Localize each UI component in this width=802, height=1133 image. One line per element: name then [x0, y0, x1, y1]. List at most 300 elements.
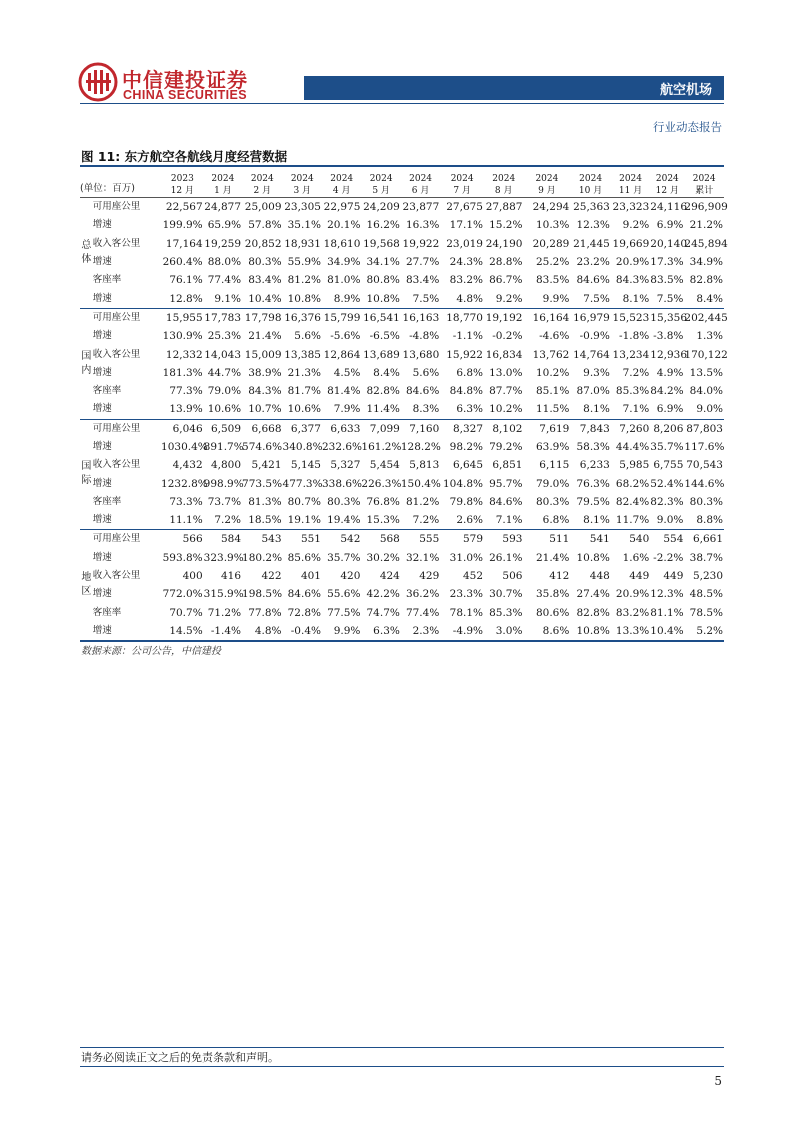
- table-cell: 7.1%: [622, 403, 650, 416]
- header-divider: [80, 103, 724, 104]
- table-cell: 772.0%: [162, 588, 203, 601]
- table-row: [80, 493, 724, 511]
- table-cell: 30.7%: [489, 588, 523, 601]
- table-cell: 21,445: [573, 237, 610, 250]
- table-cell: 452: [462, 570, 483, 583]
- column-header-period: 3 月: [293, 186, 312, 196]
- table-cell: 20.9%: [615, 256, 650, 269]
- table-cell: -4.8%: [409, 330, 440, 343]
- table-cell: 7.9%: [333, 403, 361, 416]
- column-header-year: 2024: [492, 174, 516, 184]
- column-header: [440, 167, 484, 198]
- table-cell: 76.3%: [576, 477, 610, 490]
- row-label: 增速: [92, 588, 112, 600]
- row-label: 增速: [92, 403, 112, 415]
- table-cell: 8.1%: [583, 514, 610, 527]
- table-cell: 11.7%: [615, 514, 650, 527]
- table-cell: 14,764: [573, 348, 610, 361]
- table-cell: 55.9%: [287, 256, 321, 269]
- table-cell: 14,043: [204, 348, 242, 361]
- table-cell: 21.4%: [535, 551, 570, 564]
- table-cell: 7,260: [611, 419, 650, 438]
- table-row: [80, 327, 724, 345]
- table-cell: 83.4%: [405, 274, 440, 287]
- section-group-label: 地区: [80, 530, 93, 640]
- table-cell: 998.9%: [203, 477, 244, 490]
- table-cell: 25.2%: [535, 256, 570, 269]
- table-cell: 35.1%: [287, 219, 321, 232]
- table-cell: 24,116: [650, 201, 688, 214]
- table-cell: 5,145: [290, 459, 321, 472]
- table-cell: 17.3%: [650, 256, 684, 269]
- table-cell: 8.8%: [696, 514, 723, 527]
- table-cell: 584: [204, 530, 242, 549]
- table-cell: 5.6%: [294, 330, 321, 343]
- table-cell: 83.5%: [650, 274, 684, 287]
- table-cell: 85.1%: [535, 385, 570, 398]
- table-cell: 34.9%: [327, 256, 361, 269]
- table-cell: 24,877: [204, 201, 242, 214]
- table-row: [80, 511, 724, 530]
- row-label: 增速: [92, 256, 112, 268]
- table-cell: 8.1%: [622, 292, 650, 305]
- table-cell: 4,800: [210, 459, 242, 472]
- table-cell: 541: [570, 530, 611, 549]
- table-cell: 84.3%: [248, 385, 282, 398]
- table-cell: 76.8%: [366, 495, 400, 508]
- table-cell: 18,610: [323, 237, 361, 250]
- table-cell: 81.2%: [287, 274, 321, 287]
- table-cell: 540: [611, 530, 650, 549]
- table-cell: -3.8%: [653, 330, 684, 343]
- table-cell: 11.1%: [169, 514, 203, 527]
- table-cell: 170,122: [684, 348, 728, 361]
- table-cell: 17.1%: [449, 219, 483, 232]
- row-label: 收入客公里: [92, 348, 141, 360]
- table-cell: 8,327: [440, 419, 484, 438]
- row-label: 收入客公里: [92, 459, 141, 471]
- table-cell: 82.8%: [366, 385, 400, 398]
- table-cell: 83.5%: [535, 274, 570, 287]
- table-cell: 98.2%: [449, 441, 483, 453]
- row-label: 可用座公里: [93, 419, 161, 438]
- table-cell: 84.6%: [576, 274, 610, 287]
- table-cell: 19.4%: [327, 514, 361, 527]
- table-row: [80, 364, 724, 382]
- column-header-period: 1 月: [214, 186, 232, 196]
- table-cell: 74.7%: [366, 606, 400, 619]
- table-cell: 19.1%: [287, 514, 321, 527]
- table-cell: 10.8%: [576, 624, 610, 637]
- table-cell: 83.4%: [248, 274, 282, 287]
- table-cell: 16,164: [523, 308, 570, 327]
- table-row: [80, 549, 724, 567]
- table-cell: 12.3%: [650, 588, 684, 601]
- table-cell: 506: [502, 570, 523, 583]
- table-cell: 80.3%: [535, 495, 570, 508]
- table-cell: 84.6%: [287, 588, 321, 601]
- table-cell: 21.2%: [689, 219, 723, 232]
- table-cell: 71.2%: [207, 606, 242, 619]
- table-cell: 8.3%: [412, 403, 440, 416]
- table-cell: 81.4%: [327, 385, 361, 398]
- table-cell: 73.3%: [169, 495, 203, 508]
- column-header: [401, 167, 440, 198]
- table-cell: 11.4%: [366, 403, 400, 416]
- table-cell: -5.6%: [330, 330, 361, 343]
- table-cell: 17,798: [242, 308, 283, 327]
- table-cell: 17,783: [204, 308, 242, 327]
- table-cell: 16,979: [570, 308, 611, 327]
- table-cell: 448: [589, 570, 610, 583]
- table-cell: 13.5%: [689, 366, 723, 379]
- table-cell: 24,190: [485, 237, 523, 250]
- column-header-year: 2024: [409, 174, 433, 184]
- column-header-year: 2024: [330, 174, 354, 184]
- table-cell: 7.2%: [622, 366, 650, 379]
- table-cell: 79.2%: [489, 441, 523, 453]
- table-cell: 55.6%: [327, 588, 361, 601]
- table-cell: 13,234: [612, 348, 650, 361]
- table-cell: 57.8%: [248, 219, 282, 232]
- row-label: 增速: [92, 330, 112, 342]
- table-cell: 79.8%: [449, 495, 483, 508]
- table-cell: 338.6%: [321, 477, 363, 490]
- table-cell: 22,975: [323, 201, 361, 214]
- column-header: [283, 167, 322, 198]
- table-cell: 9.9%: [542, 292, 570, 305]
- row-label: 收入客公里: [92, 237, 141, 249]
- table-cell: 95.7%: [489, 477, 523, 490]
- table-cell: 87,803: [684, 419, 724, 438]
- table-cell: 21.4%: [248, 330, 282, 343]
- table-cell: 477.3%: [282, 477, 323, 490]
- column-header-year: 2024: [211, 174, 235, 184]
- table-cell: 77.4%: [207, 274, 242, 287]
- table-cell: 4.8%: [254, 624, 282, 637]
- table-cell: 5,230: [692, 570, 723, 583]
- table-cell: 13,385: [284, 348, 321, 361]
- table-cell: -4.9%: [452, 624, 483, 637]
- table-cell: 80.3%: [327, 495, 361, 508]
- table-cell: 24.3%: [449, 256, 483, 269]
- table-row: [80, 585, 724, 603]
- table-cell: 7,843: [570, 419, 611, 438]
- table-cell: 18,770: [440, 308, 484, 327]
- table-cell: 38.7%: [689, 551, 723, 564]
- table-cell: 24,209: [363, 201, 400, 214]
- table-cell: 16,541: [361, 308, 400, 327]
- table-cell: 566: [161, 530, 204, 549]
- table-cell: 84.2%: [650, 385, 684, 398]
- table-cell: 19,192: [484, 308, 523, 327]
- row-label: 增速: [92, 292, 112, 304]
- table-cell: -1.8%: [619, 330, 650, 343]
- table-cell: 81.7%: [287, 385, 321, 398]
- table-cell: 232.6%: [321, 441, 363, 453]
- table-cell: 9.2%: [495, 292, 523, 305]
- table-cell: 80.6%: [535, 606, 570, 619]
- column-header: [161, 167, 204, 198]
- table-cell: 30.2%: [366, 551, 400, 564]
- row-label: 增速: [92, 366, 112, 378]
- table-cell: 44.4%: [615, 441, 650, 453]
- table-row: [80, 567, 724, 585]
- table-cell: 260.4%: [162, 256, 203, 269]
- table-cell: 84.6%: [489, 495, 523, 508]
- table-cell: 88.0%: [207, 256, 242, 269]
- table-cell: 20,140: [650, 237, 688, 250]
- table-cell: 84.0%: [689, 385, 723, 398]
- table-cell: 1232.8%: [161, 477, 208, 490]
- row-label: 收入客公里: [92, 570, 141, 582]
- row-label: 客座率: [92, 385, 122, 397]
- table-cell: 9.2%: [622, 219, 650, 232]
- table-cell: 4.8%: [456, 292, 483, 305]
- table-row: [80, 622, 724, 640]
- table-cell: 891.7%: [203, 441, 244, 453]
- table-row: [80, 400, 724, 419]
- table-cell: 10.6%: [287, 403, 321, 416]
- table-cell: 70,543: [686, 459, 723, 472]
- column-header-period: 累计: [695, 186, 714, 196]
- table-cell: -1.1%: [452, 330, 483, 343]
- table-row: [80, 382, 724, 400]
- table-cell: 10.2%: [535, 366, 570, 379]
- table-cell: 511: [523, 530, 570, 549]
- table-cell: 73.7%: [207, 495, 242, 508]
- table-row: [80, 530, 724, 549]
- table-cell: 6,115: [539, 459, 570, 472]
- table-cell: 18.5%: [248, 514, 282, 527]
- table-cell: 83.2%: [615, 606, 650, 619]
- table-cell: 12.8%: [169, 292, 203, 305]
- table-row: [80, 604, 724, 622]
- column-header-year: 2024: [290, 174, 314, 184]
- table-cell: 13,689: [363, 348, 400, 361]
- table-cell: 4.5%: [333, 366, 361, 379]
- table-cell: 85.6%: [287, 551, 321, 564]
- company-logo: [78, 62, 253, 104]
- table-cell: 27.7%: [405, 256, 440, 269]
- table-cell: -0.9%: [579, 330, 610, 343]
- table-cell: 7.1%: [495, 514, 523, 527]
- table-cell: 10.6%: [207, 403, 242, 416]
- table-cell: 14.5%: [169, 624, 203, 637]
- table-cell: 296,909: [684, 201, 728, 214]
- table-cell: 13,680: [402, 348, 440, 361]
- table-cell: 245,894: [684, 237, 728, 250]
- row-label: 增速: [92, 441, 112, 452]
- table-cell: 7,619: [523, 419, 570, 438]
- table-cell: 22,567: [165, 201, 203, 214]
- column-header-period: 9 月: [538, 186, 556, 196]
- table-cell: 77.8%: [248, 606, 282, 619]
- table-cell: 80.8%: [366, 274, 400, 287]
- table-row: [80, 345, 724, 363]
- section-group-label: 国际: [80, 419, 93, 530]
- column-header: [684, 167, 724, 198]
- table-cell: 82.8%: [576, 606, 610, 619]
- table-cell: 78.5%: [689, 606, 723, 619]
- table-cell: 181.3%: [162, 366, 203, 379]
- table-cell: 10.8%: [287, 292, 321, 305]
- table-cell: 555: [401, 530, 440, 549]
- table-cell: 12.3%: [576, 219, 610, 232]
- table-cell: 8.9%: [333, 292, 361, 305]
- table-cell: 6,046: [161, 419, 204, 438]
- table-cell: 226.3%: [361, 477, 402, 490]
- table-cell: 551: [283, 530, 322, 549]
- section-title: 航空机场: [659, 83, 712, 98]
- table-cell: 574.6%: [242, 441, 283, 453]
- table-cell: 9.0%: [656, 514, 684, 527]
- table-cell: 13.0%: [489, 366, 523, 379]
- table-cell: 13.3%: [615, 624, 650, 637]
- column-header: [242, 167, 283, 198]
- section-header-bar: [304, 76, 724, 100]
- table-cell: 72.8%: [287, 606, 321, 619]
- table-cell: 8,206: [650, 419, 684, 438]
- table-cell: 19,922: [402, 237, 440, 250]
- table-cell: 5,985: [619, 459, 650, 472]
- row-label: 客座率: [92, 606, 122, 618]
- table-cell: 773.5%: [242, 477, 283, 490]
- row-label: 增速: [92, 624, 112, 636]
- table-cell: 27,675: [446, 201, 483, 214]
- column-header: [611, 167, 650, 198]
- section-group-label: 国内: [80, 308, 93, 419]
- section-group-label: 总体: [81, 239, 92, 265]
- table-cell: -0.4%: [290, 624, 321, 637]
- table-cell: 128.2%: [400, 441, 441, 453]
- table-cell: 77.4%: [405, 606, 440, 619]
- table-cell: 449: [663, 570, 684, 583]
- table-cell: 10.7%: [248, 403, 282, 416]
- table-cell: 198.5%: [242, 588, 283, 601]
- table-cell: 8,102: [484, 419, 523, 438]
- table-cell: 48.5%: [689, 588, 723, 601]
- table-cell: -2.2%: [653, 551, 684, 564]
- table-cell: 34.1%: [366, 256, 400, 269]
- row-label: 可用座公里: [93, 308, 161, 327]
- table-cell: 13,762: [532, 348, 570, 361]
- table-cell: 44.7%: [207, 366, 242, 379]
- table-cell: 7,160: [401, 419, 440, 438]
- table-cell: 2.3%: [412, 624, 440, 637]
- table-cell: 15.3%: [366, 514, 400, 527]
- table-cell: 6,233: [579, 459, 610, 472]
- table-cell: 7.5%: [656, 292, 684, 305]
- table-cell: 18,931: [284, 237, 321, 250]
- column-header-year: 2024: [579, 174, 603, 184]
- table-cell: 68.2%: [615, 477, 650, 490]
- table-cell: 6,755: [653, 459, 684, 472]
- table-cell: 81.0%: [327, 274, 361, 287]
- table-cell: 7,099: [361, 419, 400, 438]
- disclaimer-text: 请务必阅读正文之后的免责条款和声明。: [81, 1051, 279, 1064]
- table-cell: 23,305: [284, 201, 321, 214]
- column-header-year: 2024: [655, 174, 679, 184]
- column-header-year: 2024: [369, 174, 393, 184]
- table-cell: 15,009: [244, 348, 282, 361]
- table-cell: 12,936: [650, 348, 688, 361]
- column-header-period: 2 月: [253, 186, 272, 196]
- table-cell: 78.1%: [449, 606, 483, 619]
- row-label: 客座率: [92, 274, 122, 286]
- footer-bottom-rule: [80, 1066, 724, 1067]
- column-header: [570, 167, 611, 198]
- table-cell: 2.6%: [456, 514, 483, 527]
- table-cell: 10.3%: [535, 219, 570, 232]
- table-cell: 6.9%: [656, 219, 684, 232]
- table-cell: 15,955: [161, 308, 204, 327]
- table-cell: 80.3%: [689, 495, 723, 508]
- table-cell: 27,887: [485, 201, 523, 214]
- table-row: [80, 474, 724, 492]
- column-header-period: 5 月: [372, 186, 390, 196]
- table-cell: 6,377: [283, 419, 322, 438]
- table-cell: 21.3%: [287, 366, 321, 379]
- column-header-period: 11 月: [618, 186, 643, 196]
- table-cell: -6.5%: [369, 330, 400, 343]
- table-cell: 117.6%: [684, 441, 725, 453]
- figure-title: 图 11: 东方航空各航线月度经营数据: [81, 149, 288, 164]
- table-cell: 6.3%: [456, 403, 483, 416]
- table-cell: 20.9%: [615, 588, 650, 601]
- table-cell: 16,834: [485, 348, 523, 361]
- table-cell: 11.5%: [535, 403, 570, 416]
- operating-data-table: [80, 167, 728, 640]
- table-cell: 23.3%: [449, 588, 483, 601]
- table-cell: 84.8%: [449, 385, 483, 398]
- table-cell: 6.9%: [656, 403, 684, 416]
- table-cell: 42.2%: [366, 588, 400, 601]
- unit-label: (单位：百万): [80, 183, 135, 194]
- table-row: [80, 198, 724, 217]
- table-cell: 8.6%: [542, 624, 570, 637]
- data-source-note: 数据来源：公司公告，中信建投: [81, 646, 221, 657]
- table-cell: 77.5%: [327, 606, 361, 619]
- table-cell: 6,633: [322, 419, 361, 438]
- table-cell: 79.5%: [576, 495, 610, 508]
- table-cell: 180.2%: [242, 551, 283, 564]
- table-row: [80, 253, 724, 271]
- company-logo-mark-icon: [78, 62, 118, 102]
- table-cell: 79.0%: [207, 385, 242, 398]
- column-header-year: 2024: [250, 174, 274, 184]
- table-cell: 86.7%: [489, 274, 523, 287]
- table-cell: 449: [629, 570, 650, 583]
- table-header-row: [80, 167, 724, 198]
- table-row: [80, 419, 724, 438]
- table-cell: -0.2%: [492, 330, 523, 343]
- table-cell: 1.3%: [696, 330, 723, 343]
- table-cell: 6,509: [204, 419, 242, 438]
- table-cell: 23,877: [402, 201, 440, 214]
- table-cell: 593: [484, 530, 523, 549]
- table-cell: 19,669: [612, 237, 650, 250]
- table-cell: -1.4%: [210, 624, 242, 637]
- table-row: [80, 235, 724, 253]
- table-cell: 5.2%: [696, 624, 723, 637]
- table-cell: 81.1%: [650, 606, 684, 619]
- column-header: [523, 167, 570, 198]
- table-cell: 70.7%: [169, 606, 203, 619]
- table-cell: 401: [300, 570, 321, 583]
- table-cell: 6,645: [452, 459, 483, 472]
- table-cell: 315.9%: [203, 588, 244, 601]
